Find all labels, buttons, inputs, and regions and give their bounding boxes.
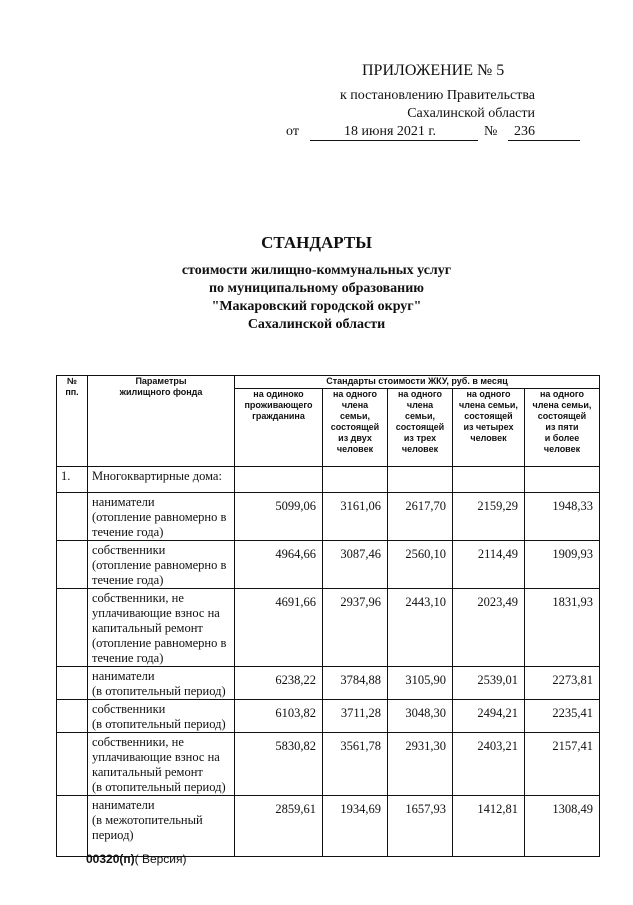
cell-value: 3105,90 [388,667,453,700]
number-underline [508,140,580,141]
document-title: СТАНДАРТЫ [261,233,372,252]
section-label: Многоквартирные дома: [88,467,235,493]
cell-value: 5830,82 [235,733,323,796]
cell-value: 2937,96 [323,589,388,667]
cell-value: 2114,49 [453,541,525,589]
cell-value: 1948,33 [525,493,600,541]
cell-value: 2023,49 [453,589,525,667]
cell-value: 3087,46 [323,541,388,589]
row-label: наниматели (в отопительный период) [88,667,235,700]
cell-value: 2859,61 [235,796,323,857]
row-label: собственники (отопление равномерно в течение года) [88,541,235,589]
cell-value: 2443,10 [388,589,453,667]
cell-value: 6103,82 [235,700,323,733]
cell-value: 3561,78 [323,733,388,796]
number-prefix: № [484,124,498,139]
cell-value: 1308,49 [525,796,600,857]
decree-line-2: Сахалинской области [407,106,535,121]
header-col-two: на одного члена семьи, состоящей из двух человек [323,389,388,467]
row-label: собственники, не уплачивающие взнос на капитальный ремонт (в отопительный период) [88,733,235,796]
header-col-four: на одного члена семьи, состоящей из четырех человек [453,389,525,467]
cell-value: 2931,30 [388,733,453,796]
subtitle-line: по муниципальному образованию [208,281,425,296]
row-label: собственники (в отопительный период) [88,700,235,733]
cell-value: 4691,66 [235,589,323,667]
header-col-three: на одного члена семьи, состоящей из трех человек [388,389,453,467]
header-col-single: на одиноко проживающего гражданина [235,389,323,467]
row-label: собственники, не уплачивающие взнос на капитальный ремонт (отопление равномерно в течение года) [88,589,235,667]
appendix-title: ПРИЛОЖЕНИЕ № 5 [362,62,505,79]
cell-value: 2539,01 [453,667,525,700]
decree-line-1: к постановлению Правительства [339,88,535,103]
cell-value: 1412,81 [453,796,525,857]
cell-value: 2235,41 [525,700,600,733]
cell-value: 2560,10 [388,541,453,589]
cell-value: 2494,21 [453,700,525,733]
cell-value: 4964,66 [235,541,323,589]
cell-value: 5099,06 [235,493,323,541]
table-row [57,467,600,493]
cell-value: 3161,06 [323,493,388,541]
cell-value: 3048,30 [388,700,453,733]
header-col-five: на одного члена семьи, состоящей из пяти и более человек [525,389,600,467]
subtitle-line: Сахалинской области [247,317,386,332]
table-row [57,733,600,796]
row-label: наниматели (в межотопительный период) [88,796,235,857]
cell-value: 2617,70 [388,493,453,541]
footer-code: 00320(п) [86,852,135,866]
cell-value: 6238,22 [235,667,323,700]
header-num: № пп. [57,376,88,467]
cell-value: 2273,81 [525,667,600,700]
decree-date: 18 июня 2021 г. [344,124,437,139]
cell-value: 3784,88 [323,667,388,700]
header-param: Параметры жилищного фонда [88,376,235,467]
decree-number: 236 [514,124,535,139]
header-group: Стандарты стоимости ЖКУ, руб. в месяц [235,376,600,389]
footer-version [86,852,187,866]
decree-date-line [286,124,586,144]
standards-table [56,375,600,857]
cell-value: 1831,93 [525,589,600,667]
subtitle-line: "Макаровский городской округ" [211,299,422,314]
cell-value: 3711,28 [323,700,388,733]
cell-value: 2159,29 [453,493,525,541]
cell-value: 1934,69 [323,796,388,857]
table-row [57,667,600,700]
table-row [57,700,600,733]
cell-value: 1657,93 [388,796,453,857]
section-number: 1. [57,467,88,493]
table-row [57,541,600,589]
document-subtitle [0,262,633,334]
row-label: наниматели (отопление равномерно в течение года) [88,493,235,541]
cell-value: 2403,21 [453,733,525,796]
table-row [57,796,600,857]
subtitle-line: стоимости жилищно-коммунальных услуг [181,263,452,278]
cell-value: 2157,41 [525,733,600,796]
date-underline [310,140,478,141]
footer-version-label: ( Версия) [134,852,187,866]
table-row [57,589,600,667]
cell-value: 1909,93 [525,541,600,589]
date-prefix: от [286,124,299,139]
table-row [57,493,600,541]
